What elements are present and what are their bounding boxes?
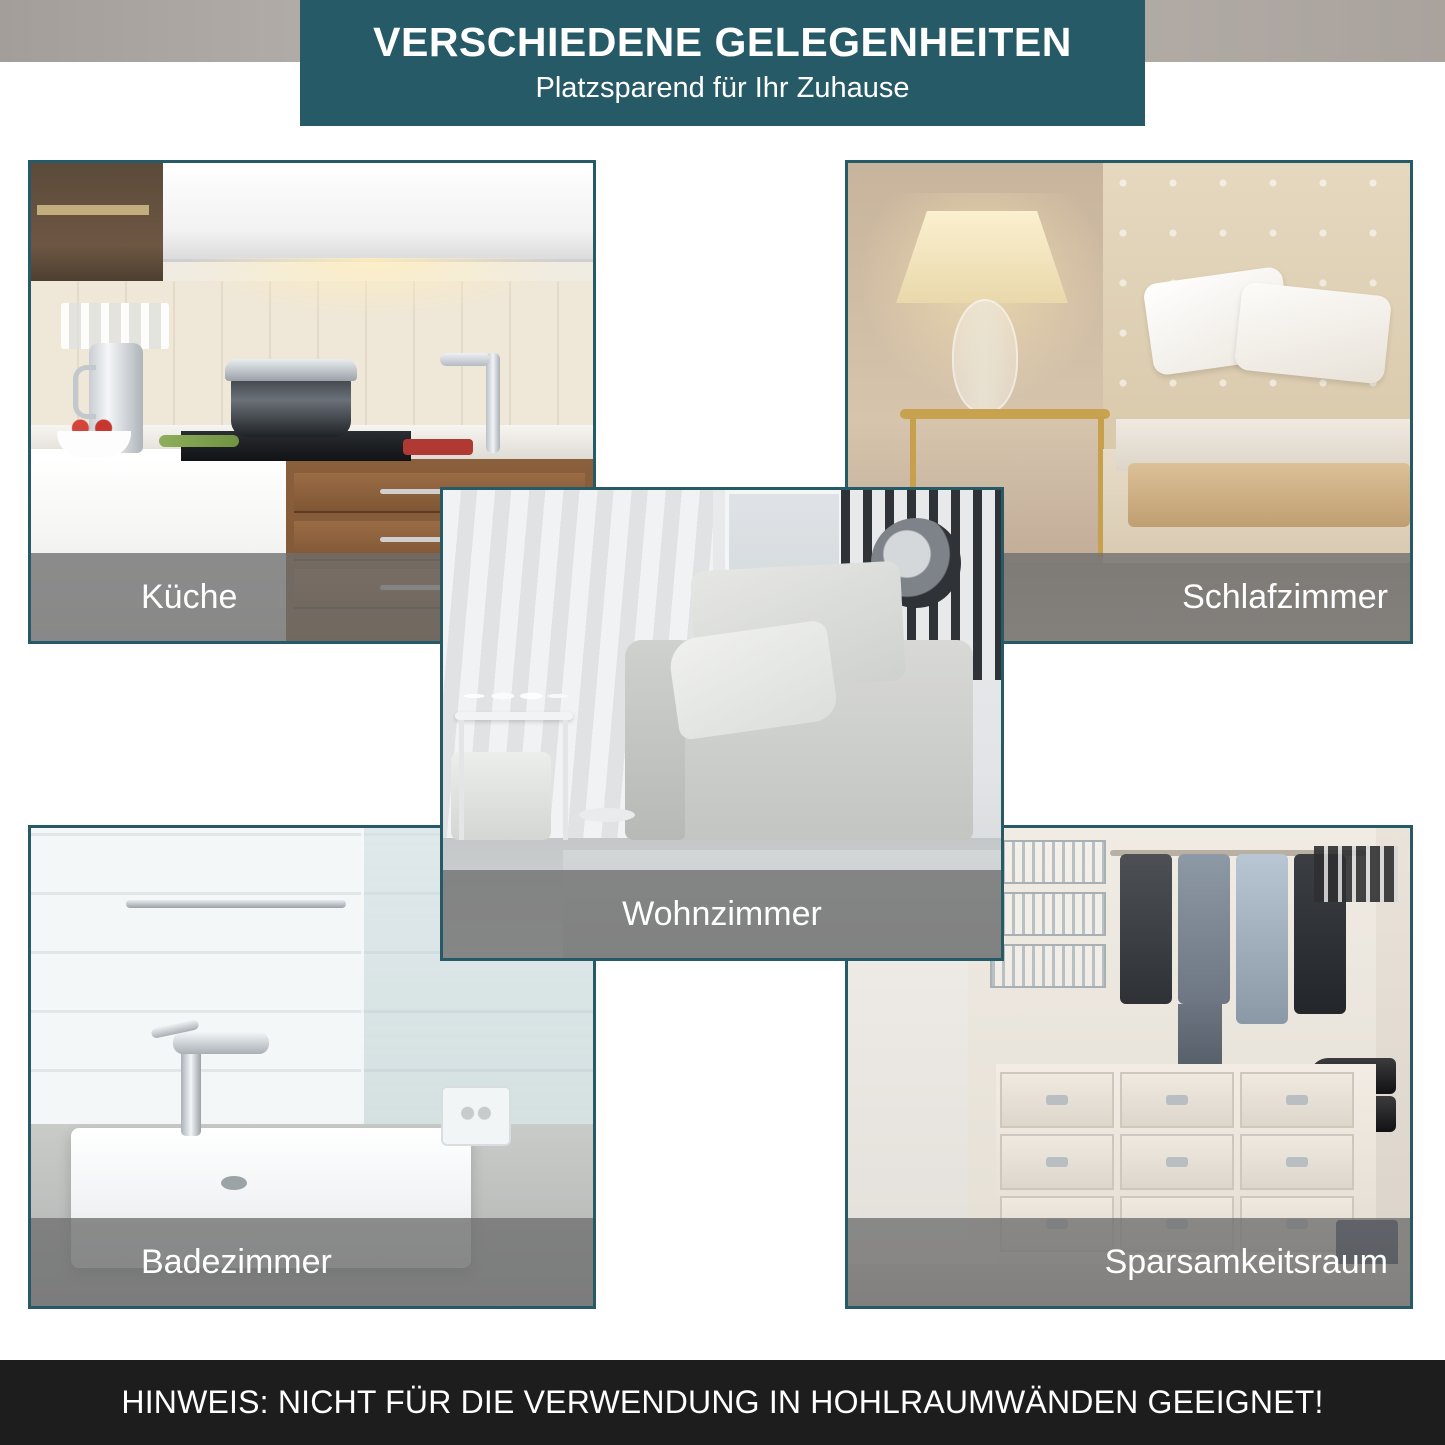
closet-garment [1120,854,1172,1004]
tile-caption-closet [848,1218,1410,1306]
living-wine-glasses [461,676,571,716]
caption-text: Sparsamkeitsraum [1104,1242,1388,1281]
bathroom-faucet-spout [173,1032,269,1054]
closet-belts [1314,846,1398,902]
closet-garment [1178,854,1230,1004]
living-table-leg [563,720,568,840]
closet-wire-basket [990,892,1106,936]
living-lamp-base [579,808,635,822]
footer-note [0,1360,1445,1445]
kitchen-pot [231,375,351,437]
kitchen-pot-lid [225,359,357,381]
living-ottoman [451,752,551,840]
closet-garment [1236,854,1288,1024]
tile-living-room[interactable] [440,487,1004,961]
footer-note-text: HINWEIS: NICHT FÜR DIE VERWENDUNG IN HOHLRAUMWÄNDEN GEEIGNET! [121,1384,1324,1420]
kitchen-wall-unit [31,163,163,281]
caption-text: Badezimmer [141,1242,332,1281]
page-subtitle: Platzsparend für Ihr Zuhause [535,72,910,105]
bathroom-drain [221,1176,247,1190]
bathroom-faucet [181,1040,201,1136]
caption-text: Wohnzimmer [622,894,822,933]
bedroom-pillow [1234,281,1392,384]
bathroom-towel-rail [126,900,346,908]
bathroom-power-outlet [441,1086,511,1146]
caption-text: Schlafzimmer [1182,577,1388,616]
kitchen-under-cabinet-glow [181,258,561,318]
kitchen-cloth [403,439,473,455]
bedroom-lamp-base [952,299,1018,413]
header-title-box [300,0,1145,126]
caption-text: Küche [141,577,238,616]
kitchen-upper-cabinet [161,163,596,262]
tile-caption-living-room [443,870,1001,958]
bedroom-blanket [1128,463,1410,527]
kitchen-herbs [159,435,239,447]
kitchen-bowl [57,431,131,457]
kitchen-shelf-light [37,205,149,215]
living-table-leg [459,720,464,840]
bedroom-side-table [900,409,1110,419]
tile-caption-bathroom [31,1218,593,1306]
kitchen-faucet [486,353,500,453]
page-title: VERSCHIEDENE GELEGENHEITEN [373,18,1072,65]
closet-wire-basket [990,840,1106,884]
closet-wire-basket [990,944,1106,988]
